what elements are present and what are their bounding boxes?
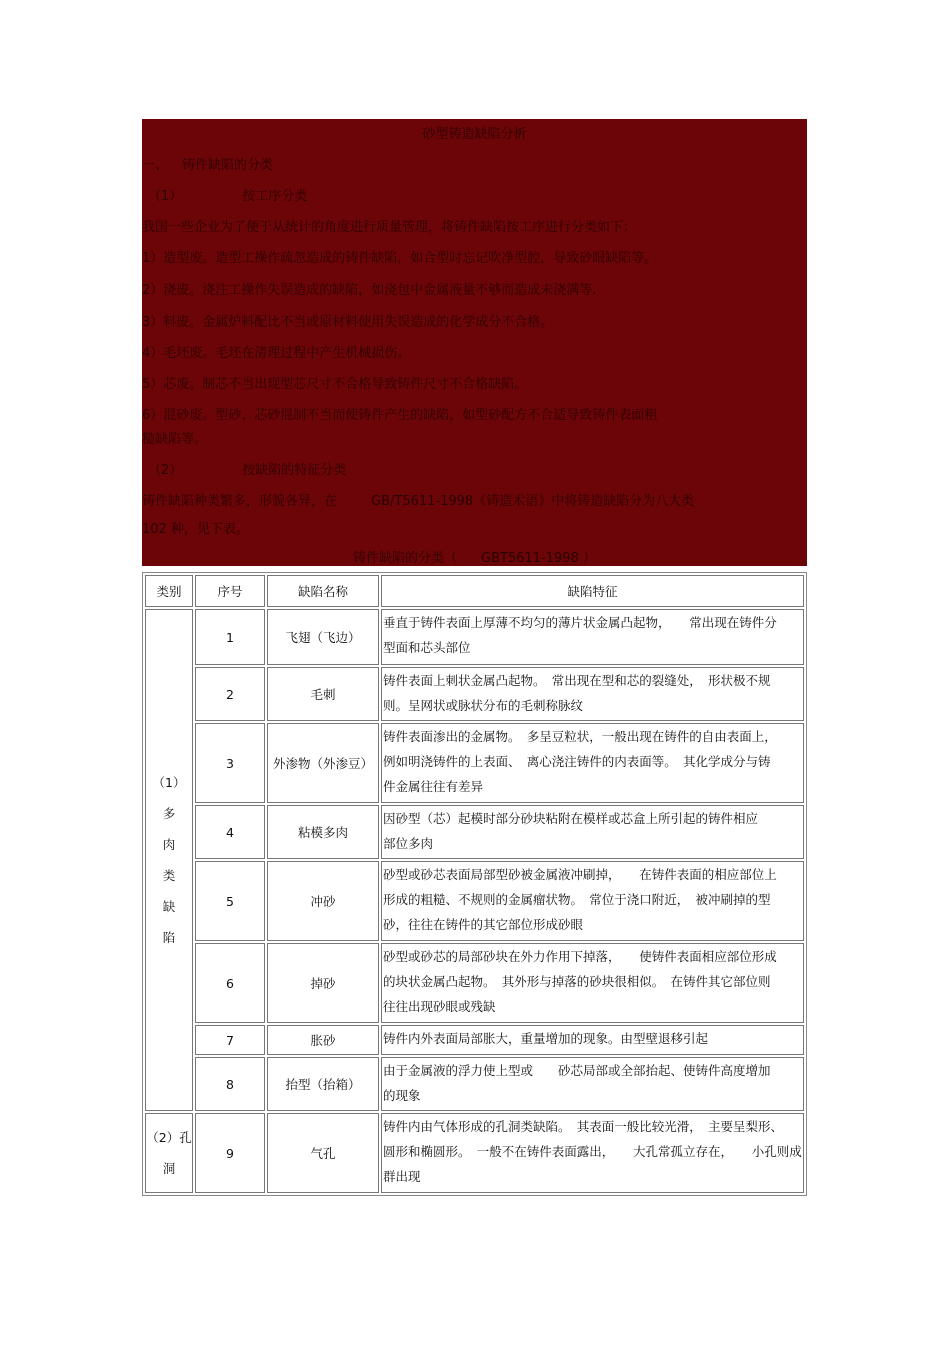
defect-feature: [381, 1113, 804, 1193]
feature-line: 砂型或砂芯表面局部型砂被金属液冲刷掉， 在铸件表面的相应部位上: [383, 867, 777, 882]
feature-line: 部位多肉: [383, 836, 434, 851]
subsection-heading-1: [148, 185, 307, 204]
defect-name: 气孔: [267, 1113, 379, 1193]
list-item: 6）混砂废。型砂、芯砂混制不当而使铸件产生的缺陷，如型砂配方不合适导致铸件表面粗: [142, 408, 658, 423]
feature-line: 垂直于铸件表面上厚薄不均匀的薄片状金属凸起物， 常出现在铸件分: [383, 615, 777, 630]
feature-line: 砂型或砂芯的局部砂块在外力作用下掉落， 使铸件表面相应部位形成: [383, 949, 777, 964]
header-feature: 缺陷特征: [381, 575, 804, 607]
row-number: 8: [195, 1057, 265, 1111]
table-row: [145, 1025, 804, 1055]
feature-line: 则。呈网状或脉状分布的毛刺称脉纹: [383, 698, 584, 713]
header-category: 类别: [145, 575, 193, 607]
table-row: [145, 723, 804, 803]
row-number: 9: [195, 1113, 265, 1193]
intro-text: 铸件缺陷种类繁多，形貌各异，在: [142, 494, 338, 509]
category-char: （1）: [152, 775, 186, 790]
row-number: 6: [195, 943, 265, 1023]
table-row: [145, 861, 804, 941]
feature-line: 铸件表面上刺状金属凸起物。 常出现在型和芯的裂缝处， 形状极不规: [383, 673, 771, 688]
table-row: [145, 943, 804, 1023]
list-item: 2）浇废。浇注工操作失误造成的缺陷，如浇包中金属液量不够而造成未浇满等.: [142, 283, 597, 298]
category-char: 肉: [162, 837, 176, 852]
subsection-heading-2: [148, 459, 346, 478]
category-cell-2: [145, 1113, 193, 1193]
row-number: 1: [195, 609, 265, 665]
category-char: （2）孔: [146, 1130, 192, 1145]
feature-line: 铸件内由气体形成的孔洞类缺陷。 其表面一般比较光滑， 主要呈梨形、: [383, 1119, 784, 1134]
row-number: 4: [195, 805, 265, 859]
section-number: 一、: [142, 158, 169, 173]
list-item: 3）料废。金属炉料配比不当或原材料使用失误造成的化学成分不合格。: [142, 315, 554, 330]
defect-feature: [381, 943, 804, 1023]
feature-line: 往往出现砂眼或残缺: [383, 999, 496, 1014]
table-row: [145, 805, 804, 859]
standard-reference: GB/T5611-1998《铸造术语》中将铸造缺陷分为八大类: [371, 494, 695, 509]
feature-line: 的块状金属凸起物。 其外形与掉落的砂块很相似。 在铸件其它部位则: [383, 974, 771, 989]
row-number: 5: [195, 861, 265, 941]
subsection-label: 按工序分类: [242, 189, 308, 204]
defect-name: 飞翅（飞边）: [267, 609, 379, 665]
feature-line: 例如明浇铸件的上表面、 离心浇注铸件的内表面等。 其化学成分与铸: [383, 754, 771, 769]
category-cell-1: [145, 609, 193, 1111]
list-item: 4）毛坯废。毛坯在清理过程中产生机械损伤。: [142, 346, 411, 361]
category-char: 缺: [162, 899, 176, 914]
table-row: [145, 1057, 804, 1111]
defect-feature: [381, 1025, 804, 1055]
table-row: [145, 609, 804, 665]
subsection-number: （1）: [148, 189, 183, 204]
header-name: 缺陷名称: [267, 575, 379, 607]
table-row: [145, 1113, 804, 1193]
section-label: 铸件缺陷的分类: [182, 158, 274, 173]
category-char: 类: [162, 868, 176, 883]
feature-line: 件金属往往有差异: [383, 779, 484, 794]
table-caption: [142, 547, 807, 566]
feature-line: 型面和芯头部位: [383, 640, 471, 655]
table-row: [145, 667, 804, 721]
caption-standard: GBT5611-1998 ）: [481, 551, 596, 566]
defect-feature: [381, 667, 804, 721]
feature-line: 因砂型（芯）起模时部分砂块粘附在模样或芯盒上所引起的铸件相应: [383, 811, 759, 826]
defect-feature: [381, 723, 804, 803]
defect-feature: [381, 861, 804, 941]
feature-line: 铸件表面渗出的金属物。 多呈豆粒状，一般出现在铸件的自由表面上，: [383, 729, 777, 744]
defect-name: 外渗物（外渗豆）: [267, 723, 379, 803]
defect-name: 冲砂: [267, 861, 379, 941]
category-char: 洞: [162, 1161, 176, 1176]
category-char: 陷: [162, 930, 176, 945]
intro-paragraph-2-end: 102 种，见下表。: [142, 522, 249, 537]
header-banner: [142, 119, 807, 566]
defect-feature: [381, 805, 804, 859]
list-item: 1）造型废。造型工操作疏忽造成的铸件缺陷，如合型时忘记吹净型腔，导致砂眼缺陷等。: [142, 251, 658, 266]
feature-line: 的现象: [383, 1088, 421, 1103]
row-number: 7: [195, 1025, 265, 1055]
category-char: 多: [162, 806, 176, 821]
defect-name: 抬型（抬箱）: [267, 1057, 379, 1111]
section-heading: [142, 154, 273, 173]
row-number: 2: [195, 667, 265, 721]
list-item: 5）芯废。制芯不当出现型芯尺寸不合格导致铸件尺寸不合格缺陷。: [142, 377, 528, 392]
defect-name: 毛刺: [267, 667, 379, 721]
feature-line: 群出现: [383, 1169, 421, 1184]
defect-feature: [381, 609, 804, 665]
feature-line: 砂，往往在铸件的其它部位形成砂眼: [383, 917, 584, 932]
feature-line: 铸件内外表面局部胀大，重量增加的现象。由型壁退移引起: [383, 1031, 709, 1046]
defect-name: 粘模多肉: [267, 805, 379, 859]
intro-paragraph-2: [142, 490, 694, 509]
feature-line: 形成的粗糙、不规则的金属瘤状物。 常位于浇口附近， 被冲刷掉的型: [383, 892, 771, 907]
table-header-row: [145, 575, 804, 607]
caption-text: 铸件缺陷的分类（: [353, 551, 458, 566]
defect-feature: [381, 1057, 804, 1111]
doc-title: 砂型铸造缺陷分析: [422, 127, 527, 142]
subsection-number: （2）: [148, 463, 183, 478]
defect-table: [142, 572, 807, 1196]
defect-name: 胀砂: [267, 1025, 379, 1055]
feature-line: 由于金属液的浮力使上型或 砂芯局部或全部抬起、使铸件高度增加: [383, 1063, 771, 1078]
list-item-continued: 糙缺陷等。: [142, 432, 208, 447]
intro-paragraph-1: 我国一些企业为了便于从统计的角度进行质量管理，将铸件缺陷按工序进行分类如下：: [142, 220, 637, 235]
header-number: 序号: [195, 575, 265, 607]
defect-name: 掉砂: [267, 943, 379, 1023]
subsection-label: 按缺陷的特征分类: [242, 463, 347, 478]
feature-line: 圆形和椭圆形。 一般不在铸件表面露出， 大孔常孤立存在， 小孔则成: [383, 1144, 802, 1159]
row-number: 3: [195, 723, 265, 803]
